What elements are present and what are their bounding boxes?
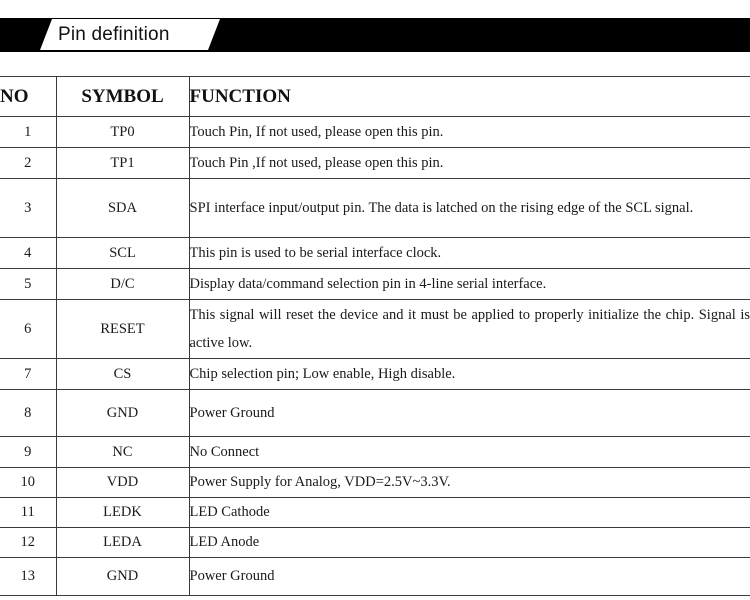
table-header-row (0, 77, 750, 117)
pin-function: Touch Pin, If not used, please open this pin. (189, 117, 750, 148)
pin-function: SPI interface input/output pin. The data is latched on the rising edge of the SCL signal. (189, 179, 750, 238)
column-header-no: NO (0, 77, 56, 117)
pin-symbol: GND (56, 390, 189, 437)
table-row (0, 498, 750, 528)
pin-function: Touch Pin ,If not used, please open this pin. (189, 148, 750, 179)
pin-number: 7 (0, 359, 56, 390)
pin-number: 3 (0, 179, 56, 238)
pin-symbol: D/C (56, 269, 189, 300)
pin-function: This pin is used to be serial interface clock. (189, 238, 750, 269)
table-row (0, 437, 750, 468)
pin-number: 9 (0, 437, 56, 468)
pin-number: 5 (0, 269, 56, 300)
table-row (0, 117, 750, 148)
pin-function: This signal will reset the device and it must be applied to properly initialize the chip. Signal is active low. (189, 300, 750, 359)
table-row (0, 390, 750, 437)
table-row (0, 528, 750, 558)
pin-symbol: TP1 (56, 148, 189, 179)
pin-number: 13 (0, 558, 56, 596)
pin-number: 6 (0, 300, 56, 359)
pin-number: 8 (0, 390, 56, 437)
table-row (0, 300, 750, 359)
table-row (0, 558, 750, 596)
pin-function: Display data/command selection pin in 4-line serial interface. (189, 269, 750, 300)
pin-symbol: SCL (56, 238, 189, 269)
pin-function: LED Anode (189, 528, 750, 558)
table-row (0, 179, 750, 238)
table-row (0, 238, 750, 269)
pin-number: 2 (0, 148, 56, 179)
pin-function: Chip selection pin; Low enable, High disable. (189, 359, 750, 390)
pin-symbol: SDA (56, 179, 189, 238)
table-row (0, 148, 750, 179)
pin-symbol: CS (56, 359, 189, 390)
pin-definition-table (0, 76, 750, 596)
pin-function: Power Ground (189, 390, 750, 437)
pin-symbol: LEDA (56, 528, 189, 558)
pin-function: Power Supply for Analog, VDD=2.5V~3.3V. (189, 468, 750, 498)
pin-function: Power Ground (189, 558, 750, 596)
pin-function: No Connect (189, 437, 750, 468)
pin-symbol: RESET (56, 300, 189, 359)
column-header-function: FUNCTION (189, 77, 750, 117)
table-row (0, 269, 750, 300)
table-row (0, 468, 750, 498)
pin-symbol: LEDK (56, 498, 189, 528)
pin-function: LED Cathode (189, 498, 750, 528)
pin-symbol: TP0 (56, 117, 189, 148)
column-header-symbol: SYMBOL (56, 77, 189, 117)
pin-number: 1 (0, 117, 56, 148)
pin-symbol: VDD (56, 468, 189, 498)
table-row (0, 359, 750, 390)
pin-symbol: GND (56, 558, 189, 596)
pin-number: 11 (0, 498, 56, 528)
pin-symbol: NC (56, 437, 189, 468)
pin-number: 10 (0, 468, 56, 498)
pin-number: 4 (0, 238, 56, 269)
pin-number: 12 (0, 528, 56, 558)
page-title: Pin definition (58, 24, 170, 45)
